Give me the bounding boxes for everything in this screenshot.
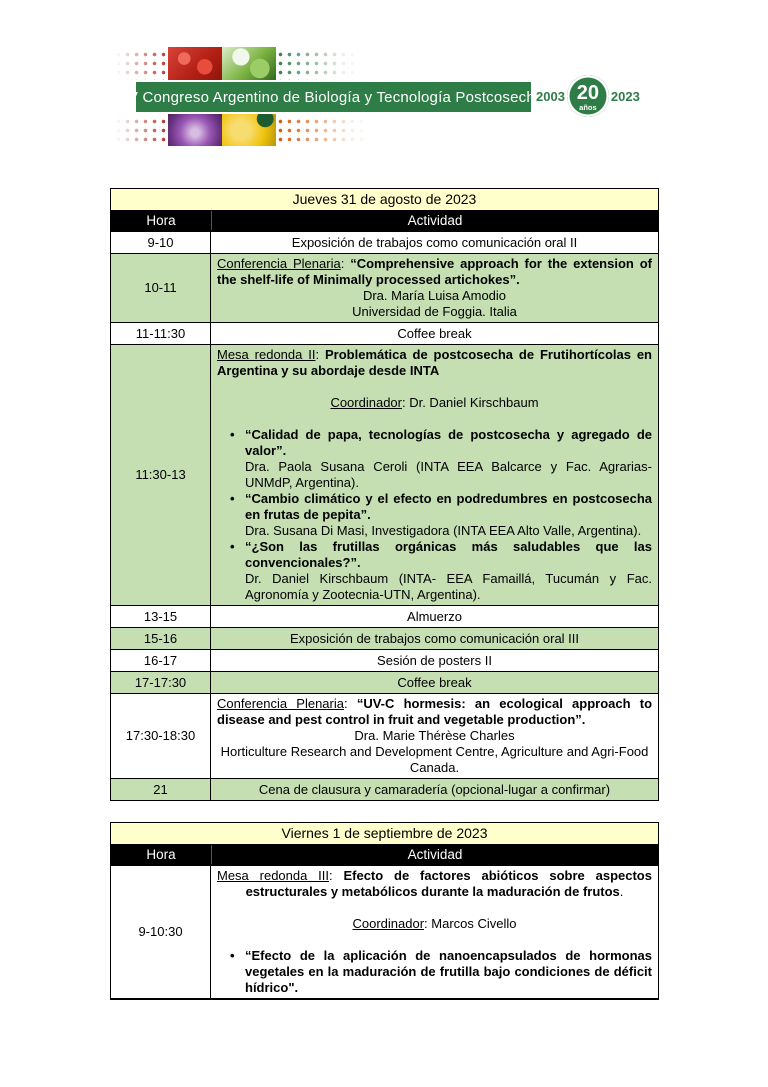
actividad-column-header: Actividad — [407, 213, 463, 228]
activity-cell — [211, 345, 658, 605]
schedule-row — [111, 605, 658, 627]
time-cell: 11-11:30 — [111, 323, 211, 344]
activity-paragraph — [217, 304, 652, 320]
schedule-row — [111, 322, 658, 344]
talk-title: “Efecto de la aplicación de nanoencapsulados de hormonas vegetales en la maduración de frutilla bajo condiciones de déficit hídrico". — [245, 948, 652, 995]
text-segment: Mesa redonda III — [217, 868, 330, 883]
schedule-table-thursday — [110, 188, 659, 801]
bullet-item — [217, 427, 652, 491]
text-segment: Coffee break — [397, 674, 472, 690]
badge-year-left: 2003 — [536, 88, 565, 104]
text-segment: . — [619, 884, 624, 899]
actividad-column-header: Actividad — [407, 847, 463, 862]
activity-paragraph — [217, 696, 652, 728]
spacer — [217, 900, 652, 916]
activity-paragraph — [217, 288, 652, 304]
activity-paragraph — [217, 609, 652, 625]
bullet-content — [245, 948, 652, 996]
badge-year-right: 2023 — [610, 88, 640, 104]
text-segment: “UV-C hormesis: an ecological approach to disease and pest control in fruit and vegetable production”. — [217, 696, 653, 727]
time-cell: 17:30-18:30 — [111, 694, 211, 778]
text-segment: Almuerzo — [407, 608, 462, 624]
talk-title: “¿Son las frutillas orgánicas más saludables que las convencionales?”. — [245, 539, 652, 570]
dots-decoration-top-right — [276, 50, 354, 80]
bullet-icon: • — [230, 427, 235, 442]
activity-paragraph — [217, 235, 652, 251]
time-cell: 10-11 — [111, 254, 211, 322]
text-segment: : — [315, 347, 325, 362]
activity-cell — [211, 672, 658, 693]
schedule-row — [111, 671, 658, 693]
bullet-item — [217, 539, 652, 603]
text-segment: Coordinador — [352, 916, 425, 931]
time-cell: 17-17:30 — [111, 672, 211, 693]
text-segment: Efecto de factores abióticos sobre aspectos estructurales y metabólicos durante la maduración de frutos — [245, 868, 652, 899]
activity-cell — [211, 323, 658, 344]
talk-title: “Cambio climático y el efecto en podredumbres en postcosecha en frutas de pepita”. — [245, 491, 652, 522]
activity-paragraph — [217, 675, 652, 691]
activity-paragraph — [217, 782, 652, 798]
time-cell: 15-16 — [111, 628, 211, 649]
text-segment: Coffee break — [397, 325, 472, 341]
text-segment: Dra. María Luisa Amodio — [362, 288, 507, 303]
schedule-rows — [111, 231, 658, 800]
text-segment: Universidad de Foggia. Italia — [352, 304, 517, 319]
text-segment: : — [329, 868, 344, 883]
activity-paragraph — [217, 916, 652, 932]
text-segment: “Comprehensive approach for the extension of the shelf-life of Minimally processed artichokes”. — [217, 256, 652, 287]
schedule-row — [111, 253, 658, 322]
text-segment: : — [344, 696, 357, 711]
bullet-item — [217, 948, 652, 996]
congress-title-banner — [123, 82, 544, 112]
activity-paragraph — [217, 728, 652, 744]
activity-cell — [211, 866, 658, 998]
congress-title: IV Congreso Argentino de Biología y Tecnología Postcosecha — [123, 88, 544, 106]
time-cell: 21 — [111, 779, 211, 800]
speaker-line: Dra. Susana Di Masi, Investigadora (INTA EEA Alto Valle, Argentina). — [245, 523, 642, 538]
time-cell: 9-10:30 — [111, 866, 211, 998]
text-segment: Sesión de posters II — [377, 652, 492, 668]
dots-decoration-bottom-left — [114, 117, 168, 143]
purple-flower-photo — [168, 114, 222, 146]
spacer — [217, 932, 652, 948]
bullet-content — [245, 427, 652, 491]
text-segment: Exposición de trabajos como comunicación oral II — [291, 234, 578, 250]
activity-paragraph — [217, 744, 652, 776]
activity-cell — [211, 232, 658, 253]
text-segment: : Dr. Daniel Kirschbaum — [401, 395, 539, 410]
activity-cell — [211, 254, 658, 322]
text-segment: Problemática de postcosecha de Frutihortícolas en Argentina y su abordaje desde INTA — [217, 347, 652, 378]
schedule-row — [111, 693, 658, 778]
column-header-row — [111, 210, 658, 231]
strawberries-photo — [168, 47, 222, 80]
dots-decoration-top-left — [114, 50, 168, 80]
activity-paragraph — [217, 868, 652, 900]
bullet-icon: • — [230, 491, 235, 506]
hora-column-header: Hora — [111, 845, 212, 864]
congress-logo — [112, 42, 658, 148]
schedule-row — [111, 649, 658, 671]
speaker-line: Dra. Paola Susana Ceroli (INTA EEA Balcarce y Fac. Agrarias-UNMdP, Argentina). — [245, 459, 652, 490]
text-segment: Dra. Marie Thérèse Charles — [354, 728, 515, 743]
column-header-row — [111, 844, 658, 865]
schedule-row — [111, 627, 658, 649]
bullet-content — [245, 539, 652, 603]
activity-cell — [211, 606, 658, 627]
spacer — [217, 379, 652, 395]
activity-paragraph — [217, 653, 652, 669]
activity-paragraph — [217, 347, 652, 379]
20-years-icon — [567, 75, 609, 117]
time-cell: 9-10 — [111, 232, 211, 253]
text-segment: Coordinador — [330, 395, 402, 410]
activity-paragraph — [217, 256, 652, 288]
text-segment: Conferencia Plenaria — [217, 696, 344, 711]
activity-cell — [211, 694, 658, 778]
activity-paragraph — [217, 395, 652, 411]
bullet-item — [217, 491, 652, 539]
badge-caption: años — [579, 103, 597, 112]
bullet-icon: • — [230, 539, 235, 554]
hora-column-header: Hora — [111, 211, 212, 230]
activity-cell — [211, 779, 658, 800]
activity-paragraph — [217, 631, 652, 647]
bullet-icon: • — [230, 948, 235, 963]
text-segment: : — [340, 256, 351, 271]
text-segment: Cena de clausura y camaradería (opcional-lugar a confirmar) — [258, 781, 611, 797]
date-header: Viernes 1 de septiembre de 2023 — [111, 823, 658, 844]
text-segment: Horticulture Research and Development Centre, Agriculture and Agri-Food Canada. — [220, 744, 649, 775]
text-segment: Exposición de trabajos como comunicación oral III — [289, 630, 580, 646]
time-cell: 16-17 — [111, 650, 211, 671]
date-header: Jueves 31 de agosto de 2023 — [111, 189, 658, 210]
activity-cell — [211, 650, 658, 671]
anniversary-badge — [536, 75, 640, 117]
time-cell: 11:30-13 — [111, 345, 211, 605]
schedule-row — [111, 865, 658, 998]
schedule-table-friday — [110, 822, 659, 1000]
schedule-row — [111, 344, 658, 605]
bullet-content — [245, 491, 652, 539]
dots-decoration-bottom-right — [276, 117, 364, 143]
leafy-greens-photo — [222, 47, 276, 80]
talk-title: “Calidad de papa, tecnologías de postcosecha y agregado de valor”. — [245, 427, 652, 458]
badge-number: 20 — [576, 82, 600, 104]
speaker-line: Dr. Daniel Kirschbaum (INTA- EEA Famaillá, Tucumán y Fac. Agronomía y Zootecnia-UTN, Argentina). — [245, 571, 652, 602]
spacer — [217, 411, 652, 427]
time-cell: 13-15 — [111, 606, 211, 627]
schedule-row — [111, 231, 658, 253]
schedule-row — [111, 778, 658, 800]
yellow-peppers-photo — [222, 114, 276, 146]
activity-paragraph — [217, 326, 652, 342]
text-segment: Mesa redonda II — [217, 347, 316, 362]
text-segment: Conferencia Plenaria — [217, 256, 341, 271]
activity-cell — [211, 628, 658, 649]
text-segment: : Marcos Civello — [424, 916, 517, 931]
schedule-rows — [111, 865, 658, 998]
